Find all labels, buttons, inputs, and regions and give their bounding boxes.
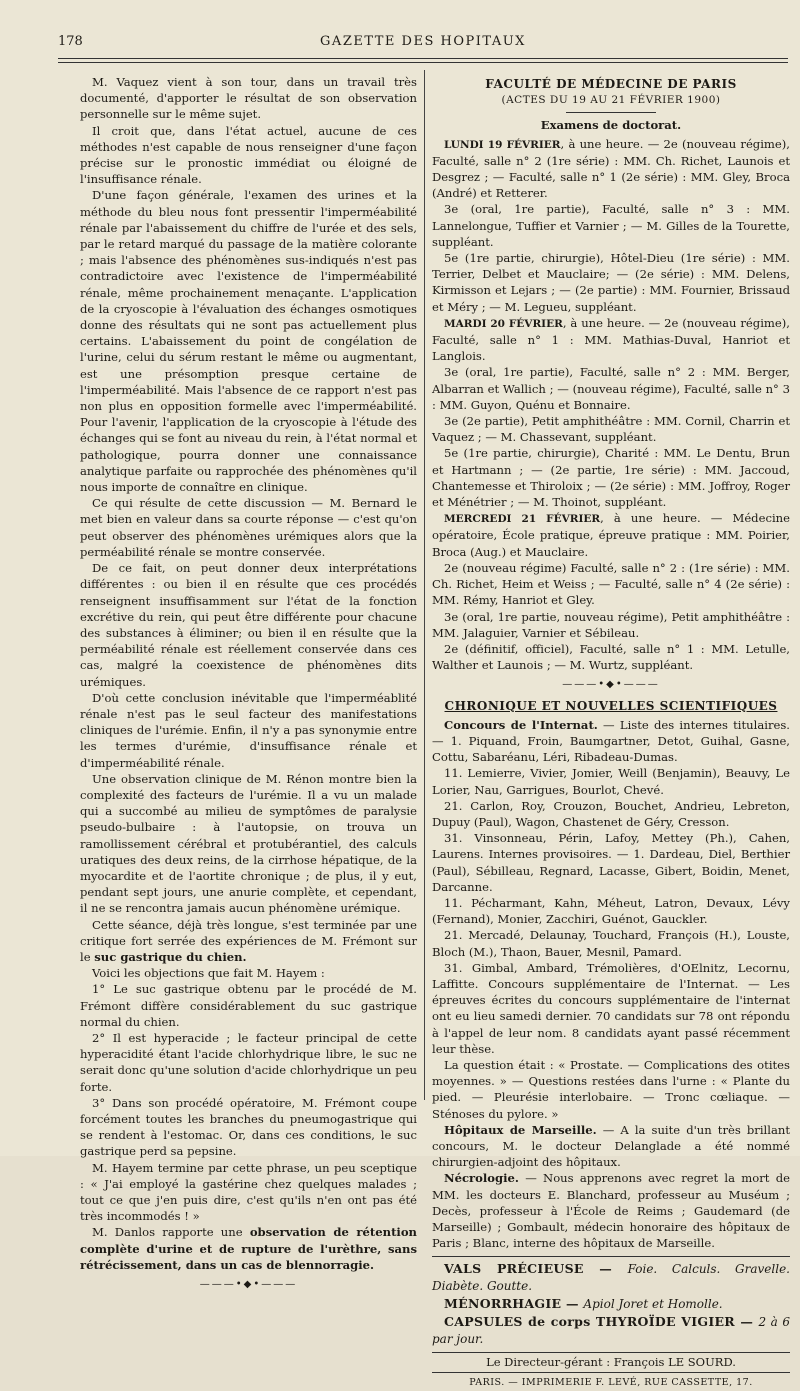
left-paragraph: De ce fait, on peut donner deux interprétations différentes : ou bien il en résulte que ces procédés renseignent insuffisamment sur l'état de la fonction excrétive du rein, qui peut être différente pour chacune des substances à éliminer; ou bien il en résulte que la perméabilité rénale est réellement conservée dans ces cas, malgré la coexistence de phénomènes dits urémiques. [80,561,417,689]
left-paragraph: Cette séance, déjà très longue, s'est terminée par une critique fort serrée des expériences de M. Frémont sur le suc gastrique du chien. [80,917,417,964]
printer-line: PARIS. — IMPRIMERIE F. LEVÉ, RUE CASSETTE, 17. [469,1376,753,1388]
section-subtitle: (ACTES DU 19 AU 21 FÉVRIER 1900) [501,94,721,107]
ornament: ———•◆•——— [199,1279,298,1291]
news-item: 11. Pécharmant, Kahn, Méheut, Latron, Devaux, Lévy (Fernand), Monier, Zacchiri, Guénot, Gauckler. [432,895,790,927]
ad-line: VALS PRÉCIEUSE — Foie. Calculs. Gravelle. Diabète. Goutte. [432,1261,790,1294]
left-paragraph: M. Hayem termine par cette phrase, un peu sceptique : « J'ai employé la gastérine chez quelques malades ; tout ce que j'en puis dire, c'est qu'ils n'en ont pas été très incommodés ! » [80,1160,417,1224]
header-rule-bottom [58,62,788,63]
column-divider [424,70,425,1100]
ad-rule [432,1256,790,1257]
exam-entry: LUNDI 19 FÉVRIER, à une heure. — 2e (nouveau régime), Faculté, salle n° 2 (1re série) : MM. Ch. Richet, Launois et Desgrez ; — Faculté, salle n° 1 (2e série) : MM. Gley, Broca (André) et Retterer. [432,136,790,201]
exam-entry: MERCREDI 21 FÉVRIER, à une heure. — Médecine opératoire, École pratique, épreuve pratique : MM. Poirier, Broca (Aug.) et Mauclaire. [432,511,790,559]
left-paragraph: D'une façon générale, l'examen des urines et la méthode du bleu nous font pressentir l'imperméabilité rénale par l'abaissement du chiffre de l'urée et des sels, par le retard marqué du passage de la matière colorante ; mais l'absence des phénomènes sus-indiqués n'est pas contradictoire avec l'existence de l'imperméabilité rénale, même prochainement menaçante. L'application de la cryoscopie à l'évaluation des échanges osmotiques donne des résultats qui ne sont pas actuellement plus certains. L'abaissement du point de congélation de l'urine, celui du sérum restant le même ou augmentant, est une présomption presque certaine de l'imperméabilité. Mais l'absence de ce rapport n'est pas non plus en opposition formelle avec l'imperméabilité. Pour l'avenir, l'application de la cryoscopie à l'étude des échanges qui se font au niveau du rein, à l'état normal et pathologique, pourra donner une connaissance analytique parfaite ou rapprochée des phénomènes qu'il nous importe de connaître en clinique. [80,188,417,495]
news-item: 31. Gimbal, Ambard, Trémolières, d'OElnitz, Lecornu, Laffitte. Concours supplémentaire de l'Internat. — Les épreuves écrites du concours supplémentaire de l'internat ont eu lieu samedi dernier. 70 candidats sur 78 ont répondu à l'appel de leur nom. 8 candidats ayant passé récemment leur thèse. [432,960,790,1056]
header-rule-top [58,58,788,59]
news-item: Hôpitaux de Marseille. — A la suite d'un très brillant concours, M. le docteur Delanglade a été nommé chirurgien-adjoint des hôpitaux. [432,1122,790,1170]
exam-entry: 5e (1re partie, chirurgie), Hôtel-Dieu (1re série) : MM. Terrier, Delbet et Mauclaire; — (2e série) : MM. Delens, Kirmisson et Lejars ; — (2e partie) : MM. Fournier, Brissaud et Méry ; — M. Legueu, suppléant. [432,251,790,314]
exam-entry: MARDI 20 FÉVRIER, à une heure. — 2e (nouveau régime), Faculté, salle n° 1 : MM. Mathias-Duval, Hanriot et Langlois. [432,315,790,364]
ad-line: CAPSULES de corps THYROÏDE VIGIER — 2 à 6 par jour. [432,1314,790,1347]
short-rule [566,112,656,113]
left-paragraph: Ce qui résulte de cette discussion — M. Bernard le met bien en valeur dans sa courte réponse — c'est qu'on peut observer des phénomènes urémiques alors que la perméabilité rénale se montre conservée. [80,496,417,559]
left-paragraph: M. Danlos rapporte une observation de rétention complète d'urine et de rupture de l'urèthre, sans rétrécissement, dans un cas de blennorragie. [80,1225,417,1272]
gerant-line: Le Directeur-gérant : François LE SOURD. [432,1352,790,1372]
exam-entry: 3e (oral, 1re partie), Faculté, salle n° 3 : MM. Lannelongue, Tuffier et Varnier ; — M. Gilles de la Tourette, suppléant. [432,202,790,249]
page-header [58,34,788,54]
news-item: 21. Mercadé, Delaunay, Touchard, François (H.), Louste, Bloch (M.), Thaon, Bauer, Mesnil, Pamard. [432,928,790,959]
news-item: 31. Vinsonneau, Périn, Lafoy, Mettey (Ph.), Cahen, Laurens. Internes provisoires. — 1. Dardeau, Diel, Berthier (Paul), Sébilleau, Regnard, Lacasse, Gibert, Boidin, Menet, Darcanne. [432,831,790,894]
left-paragraph: Voici les objections que fait M. Hayem : [92,966,325,981]
news-item: Concours de l'Internat. — Liste des internes titulaires. — 1. Piquand, Froin, Baumgartner, Detot, Guihal, Gasne, Cottu, Sabaréanu, Léri, Ribadeau-Dumas. [432,717,790,765]
news-item: 21. Carlon, Roy, Crouzon, Bouchet, Andrieu, Lebreton, Dupuy (Paul), Wagon, Chastenet de Géry, Cresson. [432,798,790,829]
exam-entry: 2e (nouveau régime) Faculté, salle n° 2 : (1re série) : MM. Ch. Richet, Heim et Weiss ; — Faculté, salle n° 4 (2e série) : MM. Rémy, Hanriot et Gley. [432,560,790,608]
left-paragraph: Il croit que, dans l'état actuel, aucune de ces méthodes n'est capable de nous renseigner d'une façon précise sur le pronostic immédiat ou éloigné de l'insuffisance rénale. [80,123,417,187]
exam-entry: 3e (oral, 1re partie, nouveau régime), Petit amphithéâtre : MM. Jalaguier, Varnier et Sébileau. [432,609,790,640]
section-title: CHRONIQUE ET NOUVELLES SCIENTIFIQUES [444,698,778,713]
exam-entry: 5e (1re partie, chirurgie), Charité : MM. Le Dentu, Brun et Hartmann ; — (2e partie, 1re série) : MM. Jaccoud, Chantemesse et Thiroloix ; — (2e série) : MM. Joffroy, Roger et Ménétrier ; — M. Thoinot, suppléant. [432,446,790,510]
ad-line: MÉNORRHAGIE — Apiol Joret et Homolle. [444,1296,723,1312]
news-item: Nécrologie. — Nous apprenons avec regret la mort de MM. les docteurs E. Blanchard, professeur au Muséum ; Decès, professeur à l'École de Reims ; Gaudemard (de Marseille) ; Gombault, médecin honoraire des hôpitaux de Paris ; Blanc, interne des hôpitaux de Marseille. [432,1171,790,1251]
page-number: 178 [58,34,83,49]
right-column [432,74,790,1388]
left-paragraph: 2° Il est hyperacide ; le facteur principal de cette hyperacidité étant l'acide chlorhydrique libre, le suc ne serait donc qu'une solution d'acide chlorhydrique un peu forte. [80,1030,417,1094]
journal-title: GAZETTE DES HOPITAUX [320,34,526,49]
left-paragraph: M. Vaquez vient à son tour, dans un travail très documenté, d'apporter le résultat de son observation personnelle sur le même sujet. [80,75,417,122]
left-paragraph: Une observation clinique de M. Rénon montre bien la complexité des facteurs de l'urémie. Il a vu un malade qui a succombé au milieu de symptômes de paralysie pseudo-bulbaire : à l'autopsie, on trouva un ramollissement cérébral et protubérantiel, des calculs uratiques des deux reins, de la cirrhose hépatique, de la myocardite et de l'aortite chronique ; de plus, il y eut, pendant sept jours, une anurie complète, et cependant, il ne se rencontra jamais aucun phénomène urémique. [80,771,417,916]
section-title: FACULTÉ DE MÉDECINE DE PARIS [485,77,737,91]
exam-entry: 2e (définitif, officiel), Faculté, salle n° 1 : MM. Letulle, Walther et Launois ; — M. Wurtz, suppléant. [432,641,790,673]
left-paragraph: 3° Dans son procédé opératoire, M. Frémont coupe forcément toutes les branches du pneumogastrique qui se rendent à l'estomac. Or, dans ces conditions, le suc gastrique perd sa pepsine. [80,1095,417,1159]
left-paragraph: D'où cette conclusion inévitable que l'imperméablité rénale n'est pas le seul facteur des manifestations cliniques de l'urémie. Enfin, il n'y a pas synonymie entre les termes d'urémie, d'insuffisance rénale et d'imperméabilité rénale. [80,690,417,770]
news-item: 11. Lemierre, Vivier, Jomier, Weill (Benjamin), Beauvy, Le Lorier, Nau, Garrigues, Bourlot, Chevé. [432,766,790,797]
left-paragraph: 1° Le suc gastrique obtenu par le procédé de M. Frémont diffère considérablement du suc gastrique normal du chien. [80,982,417,1029]
exam-heading: Examens de doctorat. [540,118,682,133]
left-column [80,74,417,1291]
exam-entry: 3e (oral, 1re partie), Faculté, salle n° 2 : MM. Berger, Albarran et Wallich ; — (nouveau régime), Faculté, salle n° 3 : MM. Guyon, Quénu et Bonnaire. [432,365,790,412]
ornament: ———•◆•——— [562,679,660,691]
news-item: La question était : « Prostate. — Complications des otites moyennes. » — Questions restées dans l'urne : « Plante du pied. — Pleurésie interlobaire. — Tronc cœliaque. — Sténoses du pylore. » [432,1057,790,1121]
exam-entry: 3e (2e partie), Petit amphithéâtre : MM. Cornil, Charrin et Vaquez ; — M. Chassevant, suppléant. [432,414,790,445]
